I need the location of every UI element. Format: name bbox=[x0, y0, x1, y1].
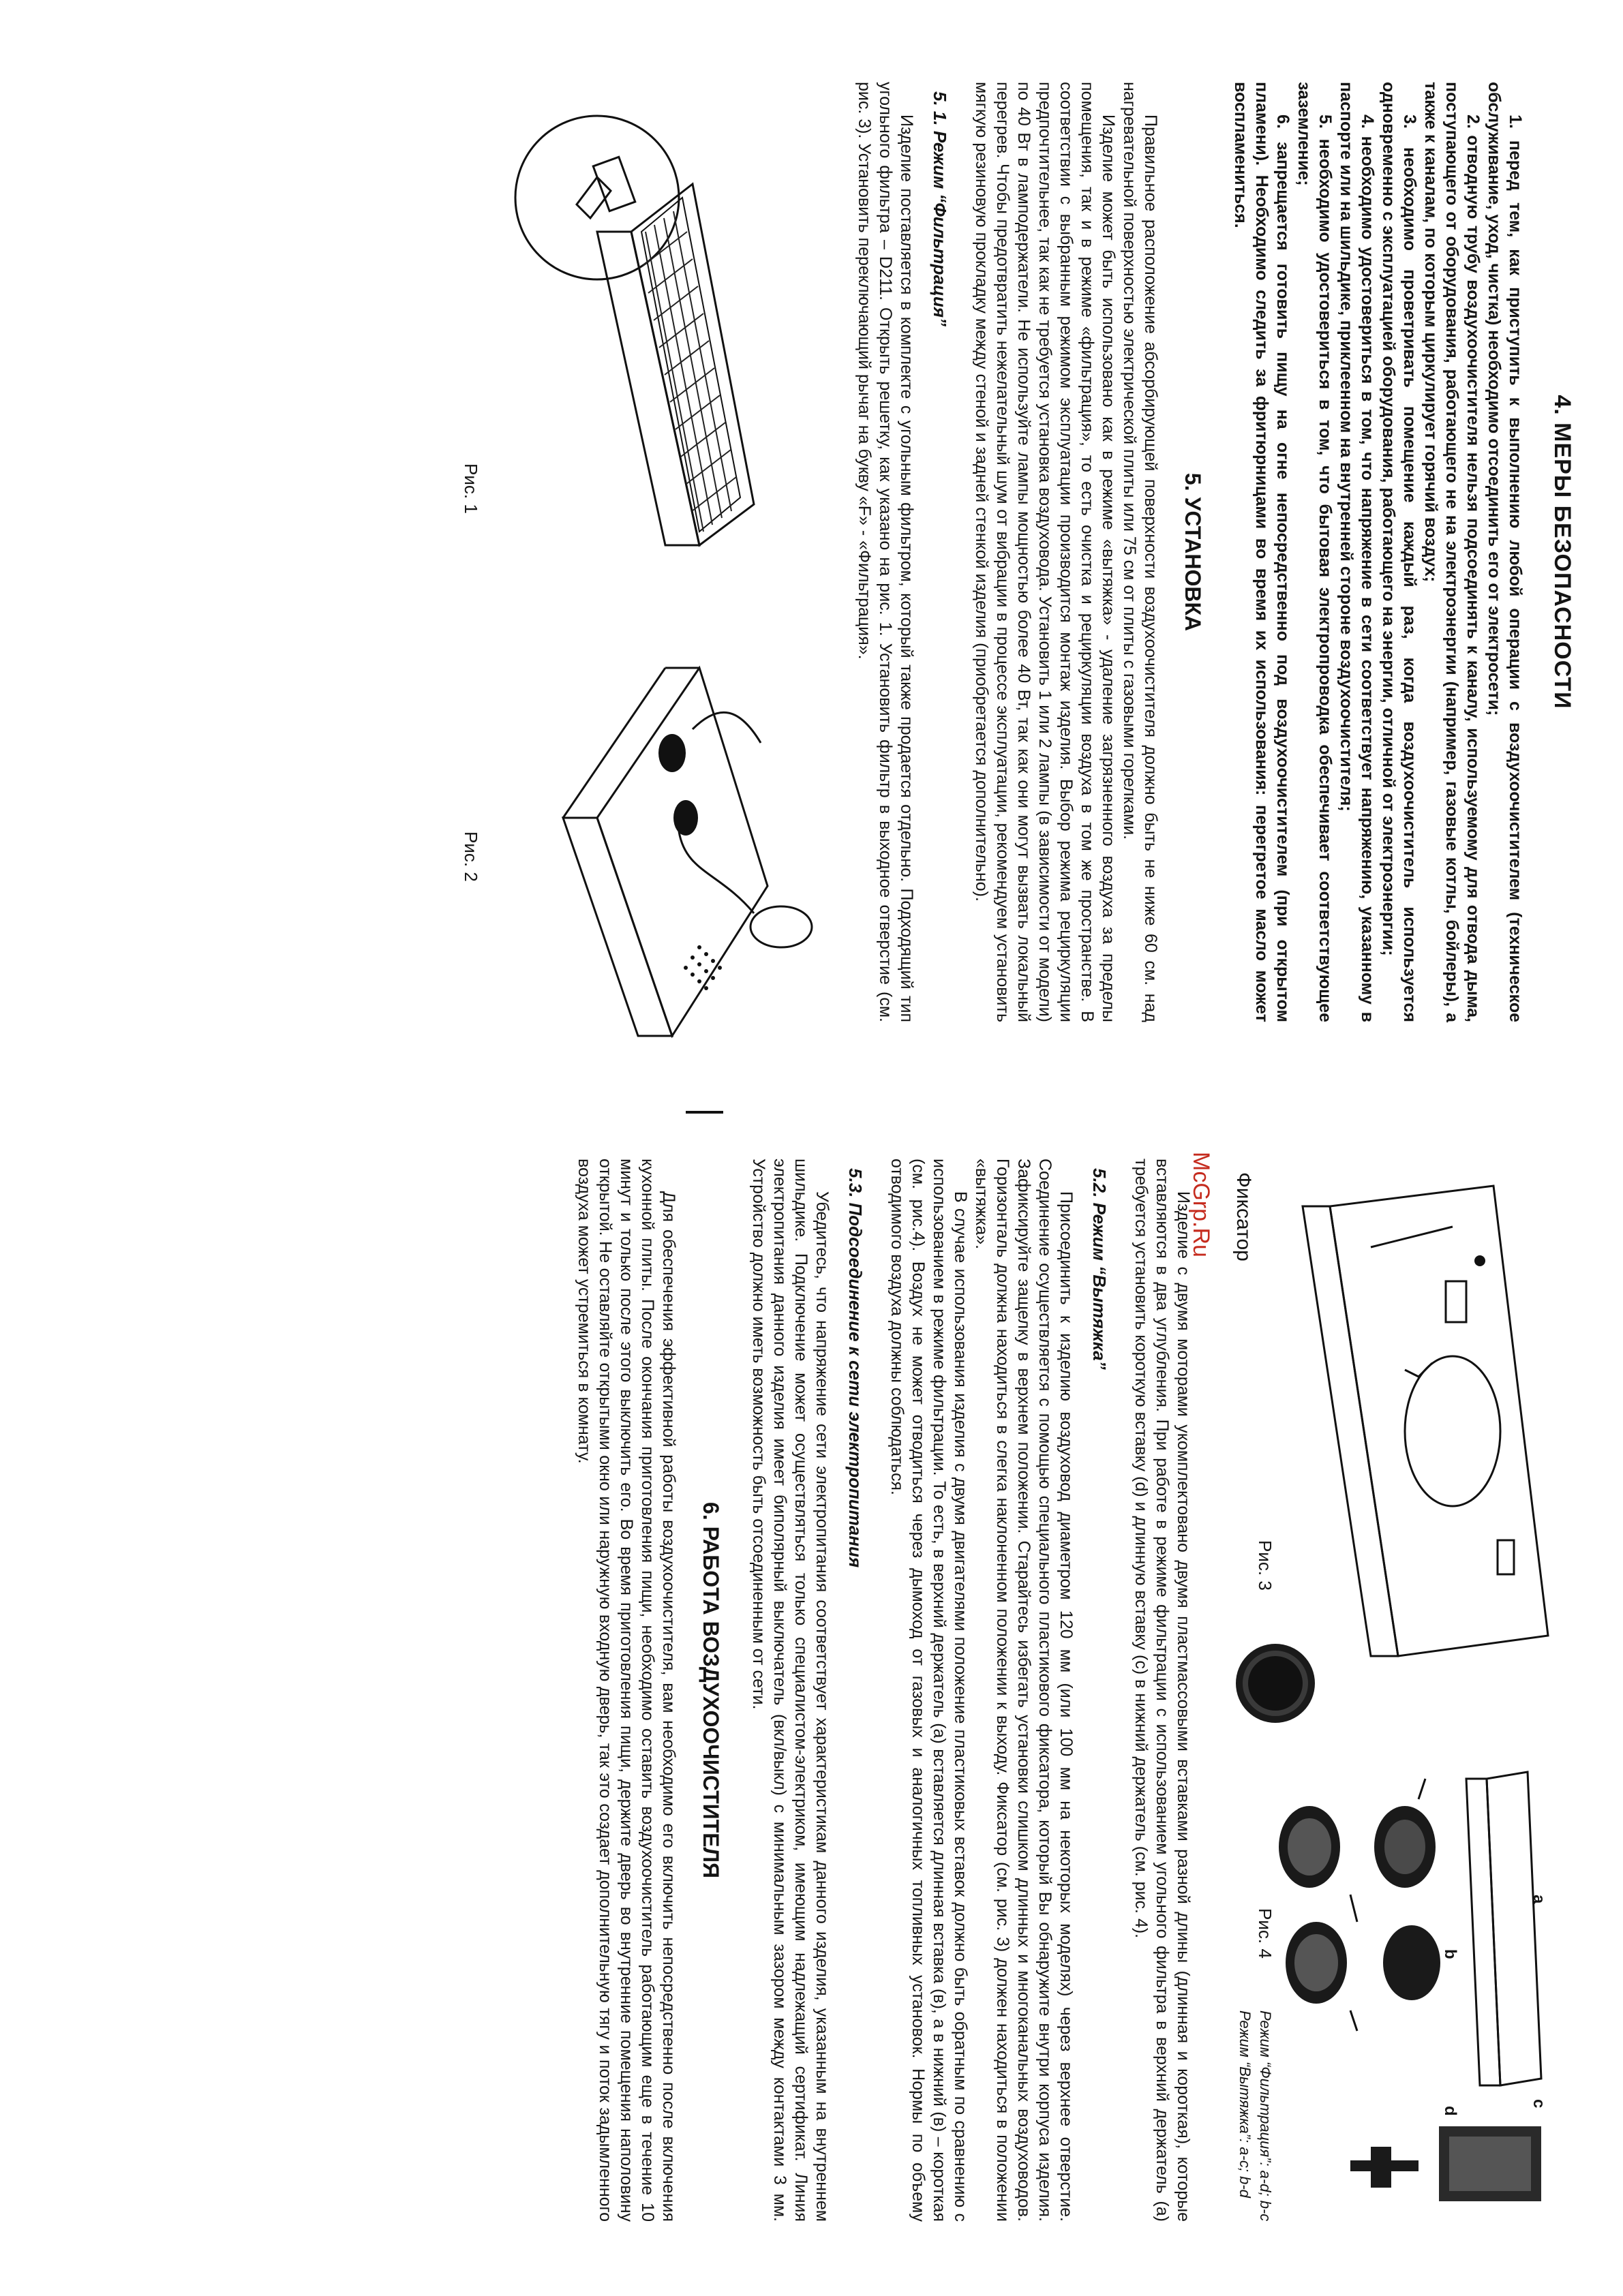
page-4 bbox=[427, 82, 1575, 1131]
two-motor-paragraph: Изделие с двумя моторами укомплектовано двумя пластмассовыми вставками разной длины (длинная и короткая), которые вставляются в два углубления. При работе в режиме фильтрации с использованием угольного фильтра в верхний держатель (a) требуется установить короткую вставку (d) и длинную вставку (c) в нижний держатель (см. рис. 4). bbox=[1132, 1159, 1193, 2222]
page-5 bbox=[573, 1159, 1575, 2222]
figure-2-caption: Рис. 2 bbox=[461, 831, 481, 882]
figures-1-2 bbox=[427, 82, 836, 1131]
insert-letter-d: d bbox=[1441, 2106, 1459, 2116]
filtration-paragraph: Изделие поставляется в комплекте с угольным фильтром, который также продается отдельно. Подходящий тип угольного фильтра – D211. Открыть решетку, как указано на рис. 1. Установить фильтр в выходное отверстие (см. рис. 3). Установить переключающий рычаг на букву «F» - «Фильтрация». bbox=[855, 82, 916, 1022]
installation-text bbox=[971, 82, 1161, 1022]
operation-text bbox=[573, 1159, 679, 2222]
section-6-title: 6. РАБОТА ВОЗДУХООЧИСТИТЕЛЯ bbox=[699, 1502, 723, 1878]
exhaust-paragraph-2: В случае использования изделия с двумя двигателями положение пластиковых вставок должно быть обратным по сравнению с использованием в режиме фильтрации. То есть, в верхний держатель (а) вставляется длинная вставка (в), а в нижний (в) – короткая (см. рис.4). Воздух не может отводиться через дымоход от газовых и аналогичных топливных установок. Нормы по объему отводимого воздуха должны соблюдаться. bbox=[888, 1159, 970, 2222]
safety-item-3: 3. необходимо проветривать помещение каждый раз, когда воздухоочиститель используется одновременно с эксплуатацией оборудования, работающего на энергии, отличной от электроэнергии; bbox=[1379, 82, 1419, 1022]
figure-3-latch-label: Фиксатор bbox=[1232, 1172, 1255, 1261]
page-number-5 bbox=[0, 2188, 1, 2197]
safety-item-2: 2. отводную трубу воздухоочистителя нельзя подсоединять к каналу, используемому для отвода дыма, поступающего от оборудования, работающего не на электроэнергии (например, газовые котлы, бойлеры), а также к каналам, по которым циркулирует горячий воздух; bbox=[1421, 82, 1483, 1022]
section-5-3-title: 5.3. Подсоединение к сети электропитания bbox=[845, 1168, 866, 1568]
power-connection-text bbox=[748, 1159, 832, 2222]
carbon-filter-icon bbox=[1228, 1636, 1323, 1731]
exhaust-paragraph-1: Присоединить к изделию воздуховод диаметром 120 мм (или 100 мм на некоторых моделях) через верхнее отверстие. Соединение осуществляется с помощью специального пластикового фиксатора, который Вы обнаружите внутри корпуса изделия. Зафиксируйте защелку в верхнем положении. Старайтесь избегать установки слишком длинных и многоканальных воздуховодов. Горизонталь должна находиться в слегка наклоненном положении к выходу. Фиксатор (см. рис. 3) должен находиться в положении «вытяжка». bbox=[972, 1159, 1076, 2222]
safety-item-5: 5. необходимо удостовериться в том, что бытовая электропроводка обеспечивает соответствующее заземление; bbox=[1294, 82, 1335, 1022]
insert-letter-a: a bbox=[1530, 1895, 1548, 1904]
figure-2-filter-install-illustration bbox=[468, 627, 822, 1063]
figure-4-motor-inserts-illustration bbox=[1234, 1758, 1555, 2099]
safety-item-4: 4. необходимо удостовериться в том, что напряжение в сети соответствует напряжению, указанному в паспорте или на шильдике, приклеенном на внутренней стороне воздухоочистителя; bbox=[1337, 82, 1377, 1022]
filtration-text bbox=[853, 82, 917, 1022]
figure-3-caption: Рис. 3 bbox=[1255, 1540, 1275, 1591]
section-5-1-title: 5. 1. Режим “Фильтрация” bbox=[930, 91, 950, 327]
section-5-2-title: 5.2. Режим “Вытяжка” bbox=[1089, 1168, 1110, 1370]
installation-paragraph-1: Правильное расположение абсорбирующей поверхности воздухоочистителя должно быть не ниже 60 см. над нагревательной поверхностью электрической плиты или 75 см от плиты с газовыми горелками. bbox=[1120, 82, 1160, 1022]
safety-list bbox=[1230, 82, 1526, 1022]
power-connection-paragraph: Убедитесь, что напряжение сети электропитания соответствует характеристикам данного изделия, указанным на внутреннем шильдике. Подключение может осуществляться только специалистом-электриком, имеющим надлежащий сертификат. Линия электропитания данного изделия имеет биполярный выключатель (вкл/выкл) с минимальным зазором между контактами 3 мм. Устройство должно иметь возможность быть отсоединенным от сети. bbox=[749, 1159, 832, 2222]
figures-3-4 bbox=[1194, 1159, 1575, 2222]
exhaust-text bbox=[886, 1159, 1076, 2222]
safety-item-1: 1. перед тем, как приступить к выполнению любой операции с воздухоочистителем (техническое обслуживание, уход, чистка) необходимо отсоединить его от электросети; bbox=[1485, 82, 1525, 1022]
figure-4-caption: Рис. 4 bbox=[1255, 1908, 1275, 1959]
two-motor-intro bbox=[1130, 1159, 1194, 2222]
operation-paragraph: Для обеспечения эффективной работы воздухоочистителя, вам необходимо его включить непосредственно после включения кухонной плиты. После окончания приготовления пищи, необходимо оставить воздухоочиститель работающим еще в течение 10 минут и только после этого выключить его. Во время приготовления пищи, держите дверь во внутренние помещения наполовину открытой. Не оставляйте открытыми окно или наружную входную дверь, так это создает дополнительную тягу и поток задымленного воздуха может устремиться в комнату. bbox=[575, 1159, 678, 2222]
legend-exhaust: Режим “Вытяжка”: a-c; b-d bbox=[1237, 2010, 1254, 2198]
fold-mark bbox=[686, 1111, 723, 1114]
section-4-title: 4. МЕРЫ БЕЗОПАСНОСТИ bbox=[1549, 395, 1575, 709]
insert-letter-b: b bbox=[1441, 1949, 1459, 1959]
page-number-4 bbox=[0, 82, 1, 91]
section-5-title: 5. УСТАНОВКА bbox=[1181, 472, 1205, 632]
installation-paragraph-2: Изделие может быть использовано как в режиме «вытяжка» - удаление загрязненного воздуха за пределы помещения, так и в режиме «фильтрация», то есть очистка и рециркуляции воздуха в том же пространстве. В соответствии с выбранным режимом эксплуатации производится монтаж изделия. Выбор режима рециркуляции предпочтительнее, так как не требуется установка воздуховода. Установить 1 или 2 лампы (в зависимости от модели) по 40 Вт в ламподержатели. Не используйте лампы мощностью более 40 Вт, так как они могут вызвать локальный перегрев. Чтобы предотвратить нежелательный шум от вибрации в процессе эксплуатации, рекомендуем установить мягкую резиновую прокладку между стеной и задней стенкой изделия (приобретается дополнительно). bbox=[972, 82, 1118, 1022]
insert-letter-c: c bbox=[1530, 2099, 1548, 2109]
safety-item-6: 6. запрещается готовить пищу на огне непосредственно под воздухоочистителем (при открытом пламени). Необходимо следить за фритюрницами во время их использования: перегретое масло может воспламениться. bbox=[1231, 82, 1292, 1022]
plastic-inserts-illustration bbox=[1337, 2119, 1555, 2215]
figure-4-legend bbox=[1234, 2010, 1275, 2221]
figure-1-grille-illustration bbox=[454, 95, 836, 572]
legend-filtration: Режим “Фильтрация”: a-d; b-c bbox=[1257, 2010, 1274, 2222]
figure-3-hood-interior-illustration bbox=[1282, 1159, 1575, 1677]
watermark: McGrp.Ru bbox=[1188, 1152, 1214, 1257]
figure-1-caption: Рис. 1 bbox=[461, 463, 481, 514]
